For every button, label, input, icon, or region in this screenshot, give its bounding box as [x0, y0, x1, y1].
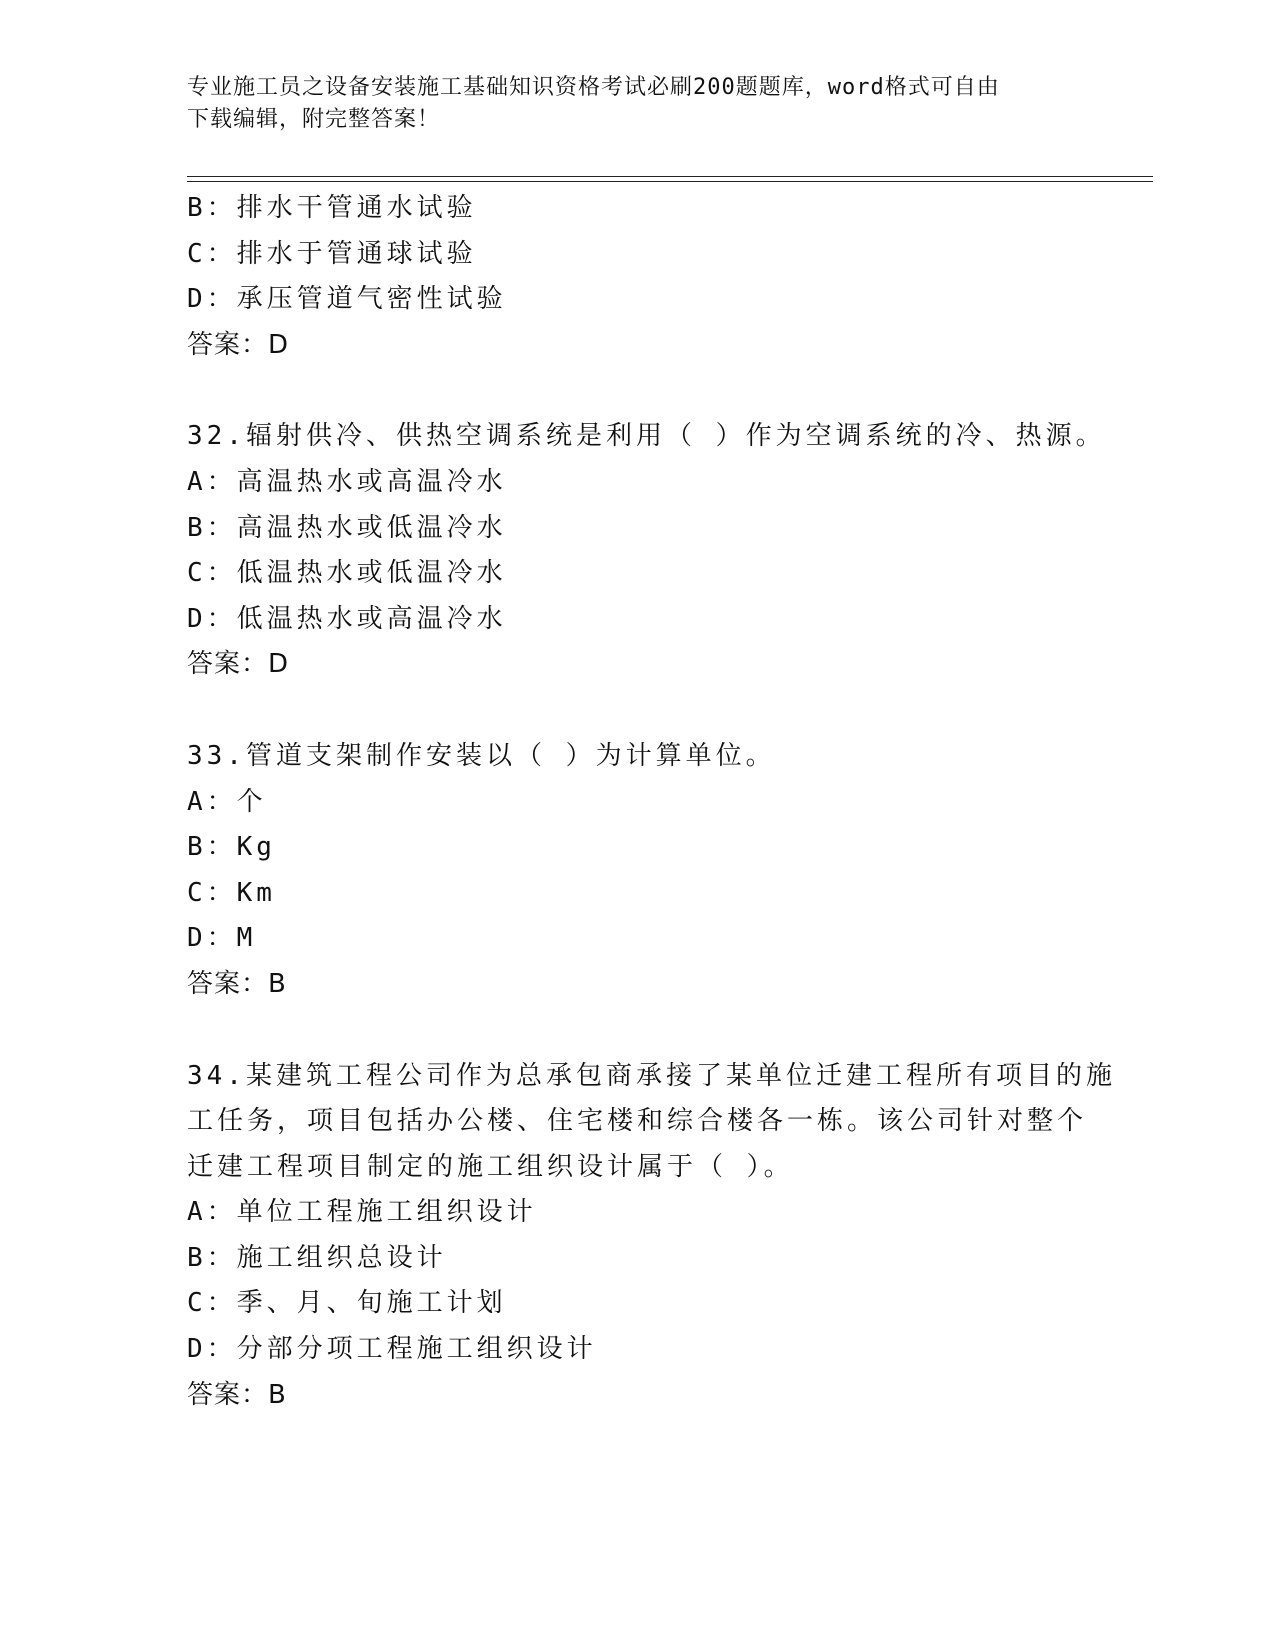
answer: 答案：B	[187, 1379, 287, 1410]
question-31-partial	[187, 186, 1087, 368]
header-line-2: 下载编辑，附完整答案！	[187, 107, 441, 132]
option-b: B：Kg	[187, 832, 276, 863]
option-d: D：承压管道气密性试验	[187, 284, 507, 315]
question-stem-line-2: 工任务，项目包括办公楼、住宅楼和综合楼各一栋。该公司针对整个	[187, 1106, 1088, 1137]
header-divider-top	[187, 176, 1153, 177]
question-stem: 32.辐射供冷、供热空调系统是利用（ ）作为空调系统的冷、热源。	[187, 421, 1106, 452]
header-divider-bottom	[187, 181, 1153, 182]
question-list	[187, 186, 1116, 1418]
option-c: C：季、月、旬施工计划	[187, 1288, 507, 1319]
question-stem-line-3: 迁建工程项目制定的施工组织设计属于（ ）。	[187, 1151, 794, 1182]
question-stem-line-1: 34.某建筑工程公司作为总承包商承接了某单位迁建工程所有项目的施	[187, 1060, 1116, 1091]
answer: 答案：B	[187, 968, 287, 999]
option-d: D：低温热水或高温冷水	[187, 603, 507, 634]
option-d: D：M	[187, 923, 257, 954]
option-c: C：排水于管通球试验	[187, 238, 477, 269]
option-a: A：个	[187, 786, 267, 817]
answer: 答案：D	[187, 329, 290, 360]
option-c: C：Km	[187, 877, 276, 908]
option-d: D：分部分项工程施工组织设计	[187, 1334, 597, 1365]
option-b: B：施工组织总设计	[187, 1242, 447, 1273]
header-line-1: 专业施工员之设备安装施工基础知识资格考试必刷200题题库，word格式可自由	[187, 75, 1000, 100]
option-b: B：高温热水或低温冷水	[187, 512, 507, 543]
question-33	[187, 734, 1087, 1008]
option-a: A：单位工程施工组织设计	[187, 1197, 537, 1228]
option-a: A：高温热水或高温冷水	[187, 466, 507, 497]
option-b: B：排水干管通水试验	[187, 193, 477, 223]
question-32	[187, 414, 1106, 688]
question-34	[187, 1054, 1116, 1419]
option-c: C：低温热水或低温冷水	[187, 558, 507, 589]
answer: 答案：D	[187, 649, 290, 680]
document-header	[187, 72, 1067, 136]
question-stem: 33.管道支架制作安装以（ ）为计算单位。	[187, 740, 776, 771]
